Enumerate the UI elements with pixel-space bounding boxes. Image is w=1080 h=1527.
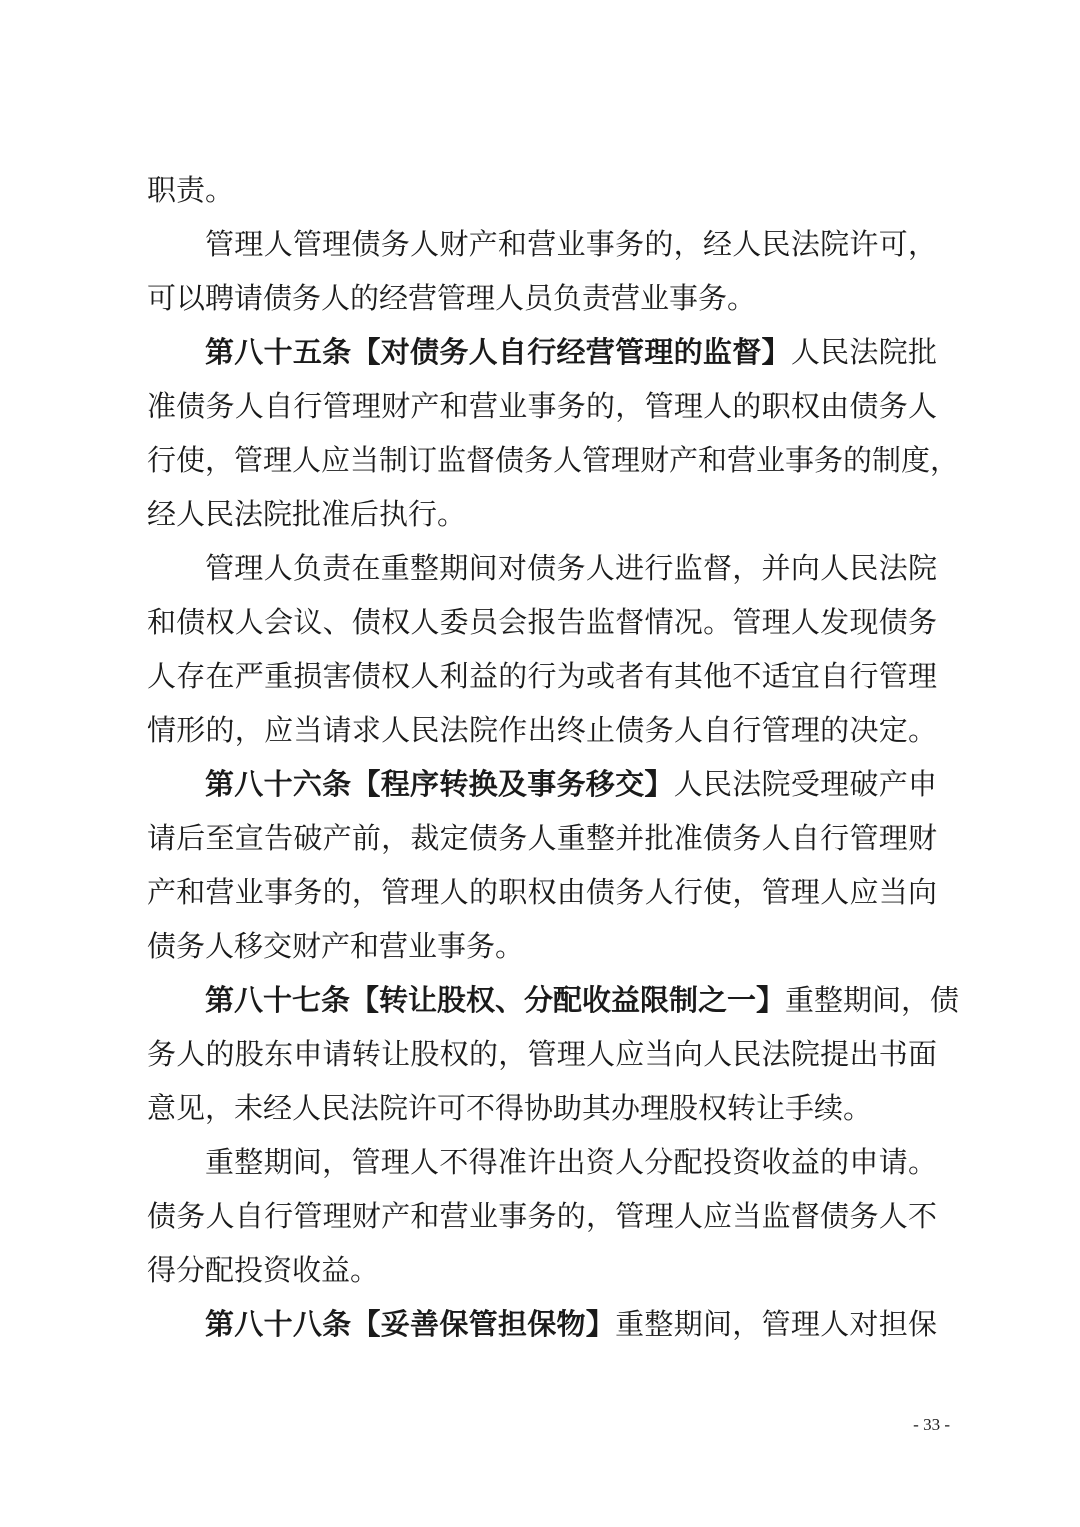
text-line xyxy=(147,278,937,318)
text-line xyxy=(147,1034,937,1074)
text-line xyxy=(147,1196,937,1236)
line-text: 得分配投资收益。 xyxy=(147,1253,380,1287)
line-text: 人民法院受理破产申 xyxy=(673,767,937,801)
paragraph-first-line xyxy=(205,224,937,264)
line-text: 务人的股东申请转让股权的，管理人应当向人民法院提出书面 xyxy=(147,1037,937,1071)
line-text: 可以聘请债务人的经营管理人员负责营业事务。 xyxy=(147,281,757,315)
line-text: 人存在严重损害债权人利益的行为或者有其他不适宜自行管理 xyxy=(147,659,937,693)
text-line xyxy=(147,710,937,750)
paragraph-first-line xyxy=(205,1142,937,1182)
text-line xyxy=(147,440,960,480)
line-text: 债务人自行管理财产和营业事务的，管理人应当监督债务人不 xyxy=(147,1199,937,1233)
line-text: 情形的，应当请求人民法院作出终止债务人自行管理的决定。 xyxy=(147,713,937,747)
line-text: 重整期间，管理人对担保 xyxy=(615,1307,937,1341)
line-text: 债务人移交财产和营业事务。 xyxy=(147,929,525,963)
article-85-heading xyxy=(205,332,937,372)
line-text: 职责。 xyxy=(147,173,235,207)
page-number: - 33 - xyxy=(913,1415,950,1434)
line-text: 请后至宣告破产前，裁定债务人重整并批准债务人自行管理财 xyxy=(147,821,937,855)
line-text: 意见，未经人民法院许可不得协助其办理股权转让手续。 xyxy=(147,1091,873,1125)
paragraph-first-line xyxy=(205,548,937,588)
article-title: 第八十七条【转让股权、分配收益限制之一】 xyxy=(205,983,786,1017)
line-text: 管理人管理债务人财产和营业事务的，经人民法院许可， xyxy=(205,227,937,261)
line-text: 准债务人自行管理财产和营业事务的，管理人的职权由债务人 xyxy=(147,389,937,423)
line-text: 管理人负责在重整期间对债务人进行监督，并向人民法院 xyxy=(205,551,937,585)
text-line xyxy=(147,926,937,966)
article-title: 第八十五条【对债务人自行经营管理的监督】 xyxy=(205,335,791,369)
line-text: 重整期间，债 xyxy=(785,983,960,1017)
article-87-heading xyxy=(205,980,960,1020)
text-line xyxy=(147,602,937,642)
line-text: 行使，管理人应当制订监督债务人管理财产和营业事务的制度， xyxy=(147,443,960,477)
text-line xyxy=(147,170,937,210)
line-text: 人民法院批 xyxy=(790,335,937,369)
text-line xyxy=(147,1250,937,1290)
text-line xyxy=(147,386,937,426)
text-line xyxy=(147,1088,937,1128)
line-text: 和债权人会议、债权人委员会报告监督情况。管理人发现债务 xyxy=(147,605,937,639)
text-line xyxy=(147,656,937,696)
line-text: 重整期间，管理人不得准许出资人分配投资收益的申请。 xyxy=(205,1145,937,1179)
line-text: 产和营业事务的，管理人的职权由债务人行使，管理人应当向 xyxy=(147,875,937,909)
article-86-heading xyxy=(205,764,937,804)
article-title: 第八十六条【程序转换及事务移交】 xyxy=(205,767,674,801)
article-88-heading xyxy=(205,1304,937,1344)
line-text: 经人民法院批准后执行。 xyxy=(147,497,467,531)
text-line xyxy=(147,494,937,534)
text-line xyxy=(147,818,937,858)
text-line xyxy=(147,872,937,912)
article-title: 第八十八条【妥善保管担保物】 xyxy=(205,1307,616,1341)
